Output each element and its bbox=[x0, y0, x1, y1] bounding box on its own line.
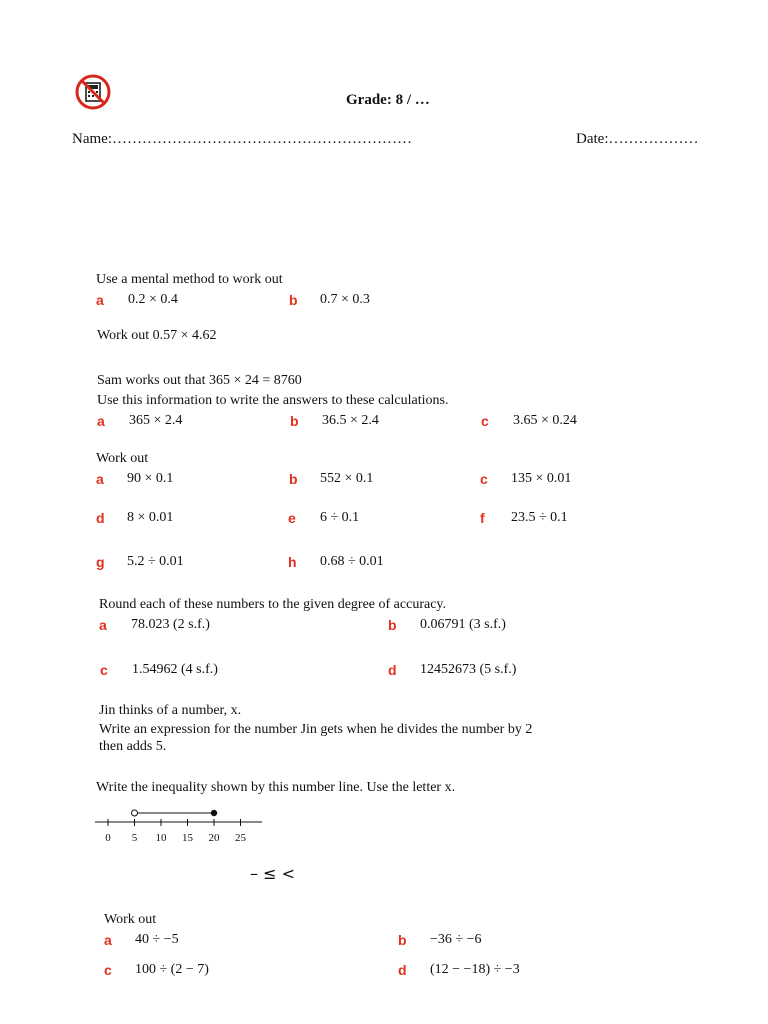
q4-prompt: Work out bbox=[96, 451, 149, 466]
q4-g: 5.2 ÷ 0.01 bbox=[127, 554, 184, 569]
grade-heading: Grade: 8 / … bbox=[346, 92, 430, 108]
q1-b: 0.7 × 0.3 bbox=[320, 292, 370, 307]
q5-c-label: c bbox=[100, 662, 108, 678]
number-line-tick-label: 25 bbox=[235, 832, 246, 844]
no-calculator-icon bbox=[73, 72, 113, 112]
q2-prompt: Work out 0.57 × 4.62 bbox=[97, 328, 217, 343]
q4-b-label: b bbox=[289, 471, 298, 487]
q1-b-label: b bbox=[289, 292, 298, 308]
q4-a: 90 × 0.1 bbox=[127, 471, 174, 486]
q3-b: 36.5 × 2.4 bbox=[322, 413, 379, 428]
number-line bbox=[92, 800, 272, 850]
q3-c: 3.65 × 0.24 bbox=[513, 413, 577, 428]
q8-c-label: c bbox=[104, 962, 112, 978]
q5-b: 0.06791 (3 s.f.) bbox=[420, 617, 506, 632]
q8-d: (12 − −18) ÷ −3 bbox=[430, 962, 520, 977]
date-field: Date:……………… bbox=[576, 131, 699, 147]
q1-a: 0.2 × 0.4 bbox=[128, 292, 178, 307]
q3-line1: Sam works out that 365 × 24 = 8760 bbox=[97, 373, 302, 388]
q4-e: 6 ÷ 0.1 bbox=[320, 510, 360, 525]
q7-prompt: Write the inequality shown by this number line. Use the letter x. bbox=[96, 780, 456, 795]
q4-d: 8 × 0.01 bbox=[127, 510, 174, 525]
q3-a: 365 × 2.4 bbox=[129, 413, 183, 428]
q8-b: −36 ÷ −6 bbox=[430, 932, 482, 947]
q4-a-label: a bbox=[96, 471, 104, 487]
q1-a-label: a bbox=[96, 292, 104, 308]
q8-prompt: Work out bbox=[104, 912, 157, 927]
q5-a: 78.023 (2 s.f.) bbox=[131, 617, 210, 632]
q6-line1: Jin thinks of a number, x. bbox=[99, 703, 242, 718]
q8-c: 100 ÷ (2 − 7) bbox=[135, 962, 209, 977]
q1-prompt: Use a mental method to work out bbox=[96, 272, 283, 287]
inequality-answer-template: – ≤ < bbox=[250, 864, 295, 883]
q3-a-label: a bbox=[97, 413, 105, 429]
q4-b: 552 × 0.1 bbox=[320, 471, 374, 486]
number-line-tick-label: 20 bbox=[208, 832, 220, 844]
q8-a-label: a bbox=[104, 932, 112, 948]
q8-b-label: b bbox=[398, 932, 407, 948]
q4-h-label: h bbox=[288, 554, 297, 570]
q4-c-label: c bbox=[480, 471, 488, 487]
q4-g-label: g bbox=[96, 554, 105, 570]
q4-e-label: e bbox=[288, 510, 296, 526]
q5-a-label: a bbox=[99, 617, 107, 633]
q3-b-label: b bbox=[290, 413, 299, 429]
q5-d: 12452673 (5 s.f.) bbox=[420, 662, 517, 677]
q4-d-label: d bbox=[96, 510, 105, 526]
q5-d-label: d bbox=[388, 662, 397, 678]
open-circle bbox=[132, 810, 138, 816]
q8-d-label: d bbox=[398, 962, 407, 978]
q6-line3: then adds 5. bbox=[99, 739, 167, 754]
q5-c: 1.54962 (4 s.f.) bbox=[132, 662, 218, 677]
closed-circle bbox=[211, 810, 217, 816]
number-line-tick-label: 15 bbox=[182, 832, 193, 844]
number-line-tick-label: 0 bbox=[105, 832, 111, 844]
number-line-tick-label: 5 bbox=[131, 832, 138, 844]
q4-h: 0.68 ÷ 0.01 bbox=[320, 554, 384, 569]
name-field: Name:…………………………………………………… bbox=[72, 131, 412, 147]
number-line-tick-label: 10 bbox=[155, 832, 167, 844]
q4-f-label: f bbox=[480, 510, 485, 526]
q3-c-label: c bbox=[481, 413, 489, 429]
q8-a: 40 ÷ −5 bbox=[135, 932, 179, 947]
q4-f: 23.5 ÷ 0.1 bbox=[511, 510, 568, 525]
q4-c: 135 × 0.01 bbox=[511, 471, 572, 486]
q5-prompt: Round each of these numbers to the given degree of accuracy. bbox=[99, 597, 447, 612]
q3-line2: Use this information to write the answers to these calculations. bbox=[97, 393, 449, 408]
q5-b-label: b bbox=[388, 617, 397, 633]
q6-line2: Write an expression for the number Jin gets when he divides the number by 2 bbox=[99, 722, 533, 737]
